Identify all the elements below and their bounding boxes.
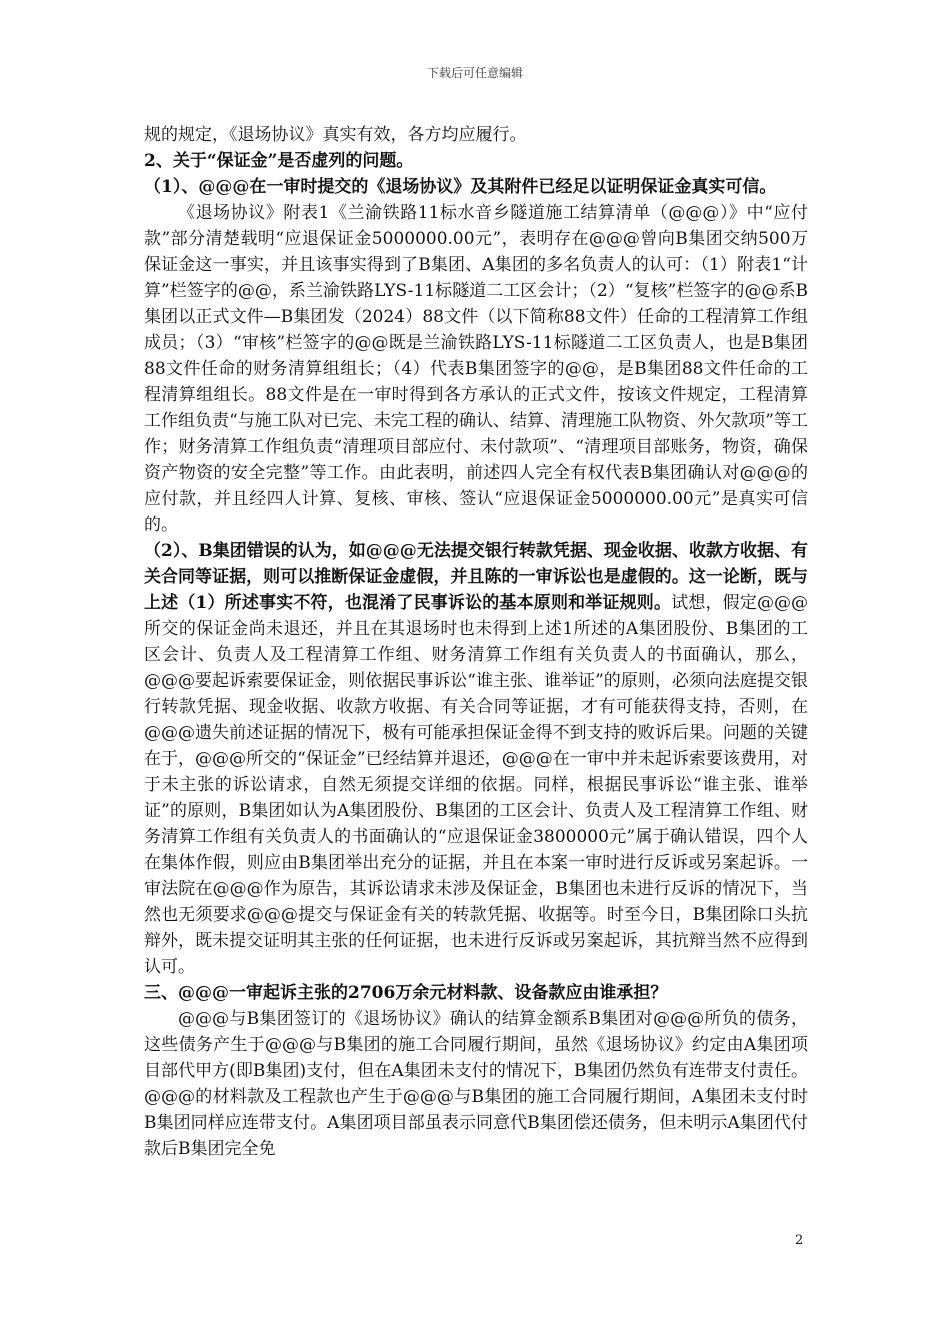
document-body [144, 122, 808, 1162]
paragraph-liability: @@@与B集团签订的《退场协议》确认的结算金额系B集团对@@@所负的债务，这些债务产生于@@@与B集团的施工合同履行期间，虽然《退场协议》约定由A集团项目部代甲方(即B集团)支付，但在A集团未支付的情况下，B集团仍然负有连带支付责任。@@@的材料款及工程款也产生于@@@与B集团的施工合同履行期间，A集团未支付时B集团同样应连带支付。A集团项目部虽表示同意代B集团偿还债务，但未明示A集团代付款后B集团完全免 [144, 1009, 808, 1159]
page-number: 2 [795, 1233, 804, 1248]
page-header: 下载后可任意编辑 [426, 66, 523, 80]
paragraph-deposit-evidence: 《退场协议》附表1《兰渝铁路11标水音乡隧道施工结算清单（@@@）》中“应付款”部分清楚载明“应退保证金5000000.00元”，表明存在@@@曾向B集团交纳500万保证金这一事实，并且该事实得到了B集团、A集团的多名负责人的认可：（1）附表1“计算”栏签字的@@，系兰渝铁路LYS-11标隧道二工区会计；（2）“复核”栏签字的@@系B集团以正式文件—B集团发（2024）88文件（以下简称88文件）任命的工程清算工作组成员；（3）“审核”栏签字的@@既是兰渝铁路LYS-11标隧道二工区负责人，也是B集团88文件任命的财务清算组组长；（4）代表B集团签字的@@，是B集团88文件任命的工程清算组组长。88文件是在一审时得到各方承认的正式文件，按该文件规定，工程清算工作组负责“与施工队对已完、未完工程的确认、结算、清理施工队物资、外欠款项”等工作；财务清算工作组负责“清理项目部应付、未付款项”、“清理项目部账务，物资，确保资产物资的安全完整”等工作。由此表明，前述四人完全有权代表B集团确认对@@@的应付款，并且经四人计算、复核、审核、签认“应退保证金5000000.00元”是真实可信的。 [144, 203, 808, 535]
paragraph-subheading-2 [144, 538, 808, 980]
section-heading-three: 三、@@@一审起诉主张的2706万余元材料款、设备款应由谁承担？ [144, 983, 668, 1003]
paragraph-continuation: 规的规定，《退场协议》真实有效，各方均应履行。 [144, 125, 527, 145]
subheading-1: （1）、@@@在一审时提交的《退场协议》及其附件已经足以证明保证金真实可信。 [144, 177, 777, 197]
subheading-2-text: 试想，假定@@@所交的保证金尚未退还，并且在其退场时也未得到上述1所述的A集团股份、B集团的工区会计、负责人及工程清算工作组、财务清算工作组有关负责人的书面确认，那么，@@@要起诉索要保证金，则依据民事诉讼“谁主张、谁举证”的原则，必须向法庭提交银行转款凭据、现金收据、收款方收据、有关合同等证据，才有可能获得支持，否则，在@@@遗失前述证据的情况下，极有可能承担保证金得不到支持的败诉后果。问题的关键在于，@@@所交的“保证金”已经结算并退还，@@@在一审中并未起诉索要该费用，对于未主张的诉讼请求，自然无须提交详细的依据。同样，根据民事诉讼“谁主张、谁举证”的原则，B集团如认为A集团股份、B集团的工区会计、负责人及工程清算工作组、财务清算工作组有关负责人的书面确认的“应退保证金3800000元”属于确认错误，四个人在集体作假，则应由B集团举出充分的证据，并且在本案一审时进行反诉或另案起诉。一审法院在@@@作为原告，其诉讼请求未涉及保证金，B集团也未进行反诉的情况下，当然也无须要求@@@提交与保证金有关的转款凭据、收据等。时至今日，B集团除口头抗辩外，既未提交证明其主张的任何证据，也未进行反诉或另案起诉，其抗辩当然不应得到认可。 [144, 593, 809, 977]
section-heading-deposit: 2、关于“保证金”是否虚列的问题。 [144, 151, 414, 171]
subheading-2-bold: （2）、B集团错误的认为，如@@@无法提交银行转款凭据、现金收据、收款方收据、有关合同等证据，则可以推断保证金虚假，并且陈的一审诉讼也是虚假的。这一论断，既与上述（1）所述事实不符，也混淆了民事诉讼的基本原则和举证规则。 [144, 541, 808, 613]
